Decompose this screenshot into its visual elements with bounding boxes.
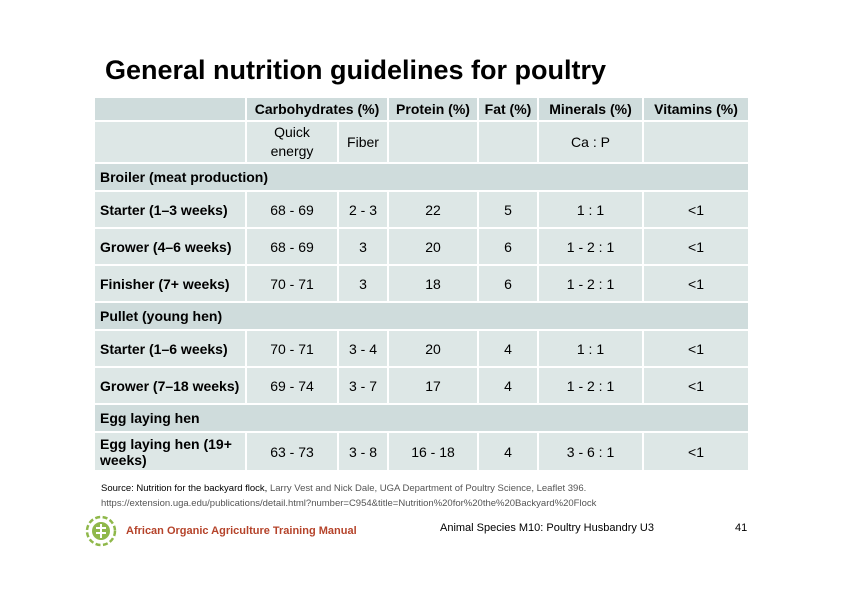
subheader-empty [388,121,478,163]
header-minerals: Minerals (%) [538,97,643,121]
cell-vitamins: <1 [643,330,749,367]
source-citation [101,481,596,511]
cell-quick-energy: 70 - 71 [246,265,338,302]
cell-protein: 20 [388,330,478,367]
cell-ca-p: 1 - 2 : 1 [538,265,643,302]
row-label: Finisher (7+ weeks) [94,265,246,302]
cell-vitamins: <1 [643,265,749,302]
logo-icon [84,514,118,548]
row-label: Starter (1–3 weeks) [94,191,246,228]
cell-vitamins: <1 [643,367,749,404]
header-carbohydrates: Carbohydrates (%) [246,97,388,121]
cell-ca-p: 1 : 1 [538,191,643,228]
cell-fat: 4 [478,367,538,404]
cell-quick-energy: 63 - 73 [246,432,338,471]
header-fat: Fat (%) [478,97,538,121]
cell-ca-p: 1 : 1 [538,330,643,367]
row-label: Starter (1–6 weeks) [94,330,246,367]
cell-fiber: 3 [338,228,388,265]
cell-quick-energy: 70 - 71 [246,330,338,367]
section-label: Egg laying hen [94,404,749,432]
page-number: 41 [735,522,748,534]
header-protein: Protein (%) [388,97,478,121]
footer-brand-text: African Organic Agriculture Training Manual [126,525,357,537]
header-row-1 [94,97,749,121]
section-row [94,163,749,191]
table-row [94,228,749,265]
subheader-fiber: Fiber [338,121,388,163]
cell-protein: 20 [388,228,478,265]
cell-protein: 22 [388,191,478,228]
cell-vitamins: <1 [643,228,749,265]
section-row [94,302,749,330]
footer-module: Animal Species M10: Poultry Husbandry U3 [440,522,654,534]
subheader-empty [478,121,538,163]
cell-ca-p: 3 - 6 : 1 [538,432,643,471]
table-row [94,191,749,228]
cell-fat: 4 [478,330,538,367]
source-authors: Larry Vest and Nick Dale, UGA Department of Poultry Science, Leaflet 396. [267,483,587,494]
table-row [94,432,749,471]
cell-fiber: 3 - 7 [338,367,388,404]
cell-quick-energy: 69 - 74 [246,367,338,404]
cell-fat: 6 [478,265,538,302]
table-row [94,330,749,367]
cell-quick-energy: 68 - 69 [246,191,338,228]
cell-protein: 18 [388,265,478,302]
cell-fiber: 2 - 3 [338,191,388,228]
header-row-2 [94,121,749,163]
cell-fat: 6 [478,228,538,265]
cell-vitamins: <1 [643,191,749,228]
cell-protein: 17 [388,367,478,404]
row-label: Grower (7–18 weeks) [94,367,246,404]
source-url[interactable]: https://extension.uga.edu/publications/detail.html?number=C954&title=Nutrition%20for%20the%20Backyard%20Flock [101,498,597,509]
row-label: Grower (4–6 weeks) [94,228,246,265]
header-empty [94,97,246,121]
cell-fiber: 3 [338,265,388,302]
section-label: Broiler (meat production) [94,163,749,191]
cell-fiber: 3 - 4 [338,330,388,367]
subheader-quick-energy: Quick energy [246,121,338,163]
subheader-ca-p: Ca : P [538,121,643,163]
cell-fat: 4 [478,432,538,471]
nutrition-table [93,96,750,472]
header-vitamins: Vitamins (%) [643,97,749,121]
cell-fat: 5 [478,191,538,228]
cell-protein: 16 - 18 [388,432,478,471]
subheader-empty [643,121,749,163]
cell-fiber: 3 - 8 [338,432,388,471]
table-row [94,367,749,404]
cell-ca-p: 1 - 2 : 1 [538,228,643,265]
cell-ca-p: 1 - 2 : 1 [538,367,643,404]
page-title: General nutrition guidelines for poultry [105,55,607,85]
row-label: Egg laying hen (19+ weeks) [94,432,246,471]
subheader-empty [94,121,246,163]
cell-vitamins: <1 [643,432,749,471]
footer-brand [84,514,357,548]
cell-quick-energy: 68 - 69 [246,228,338,265]
section-row [94,404,749,432]
table-row [94,265,749,302]
source-prefix: Source: Nutrition for the backyard flock, [101,483,268,494]
section-label: Pullet (young hen) [94,302,749,330]
